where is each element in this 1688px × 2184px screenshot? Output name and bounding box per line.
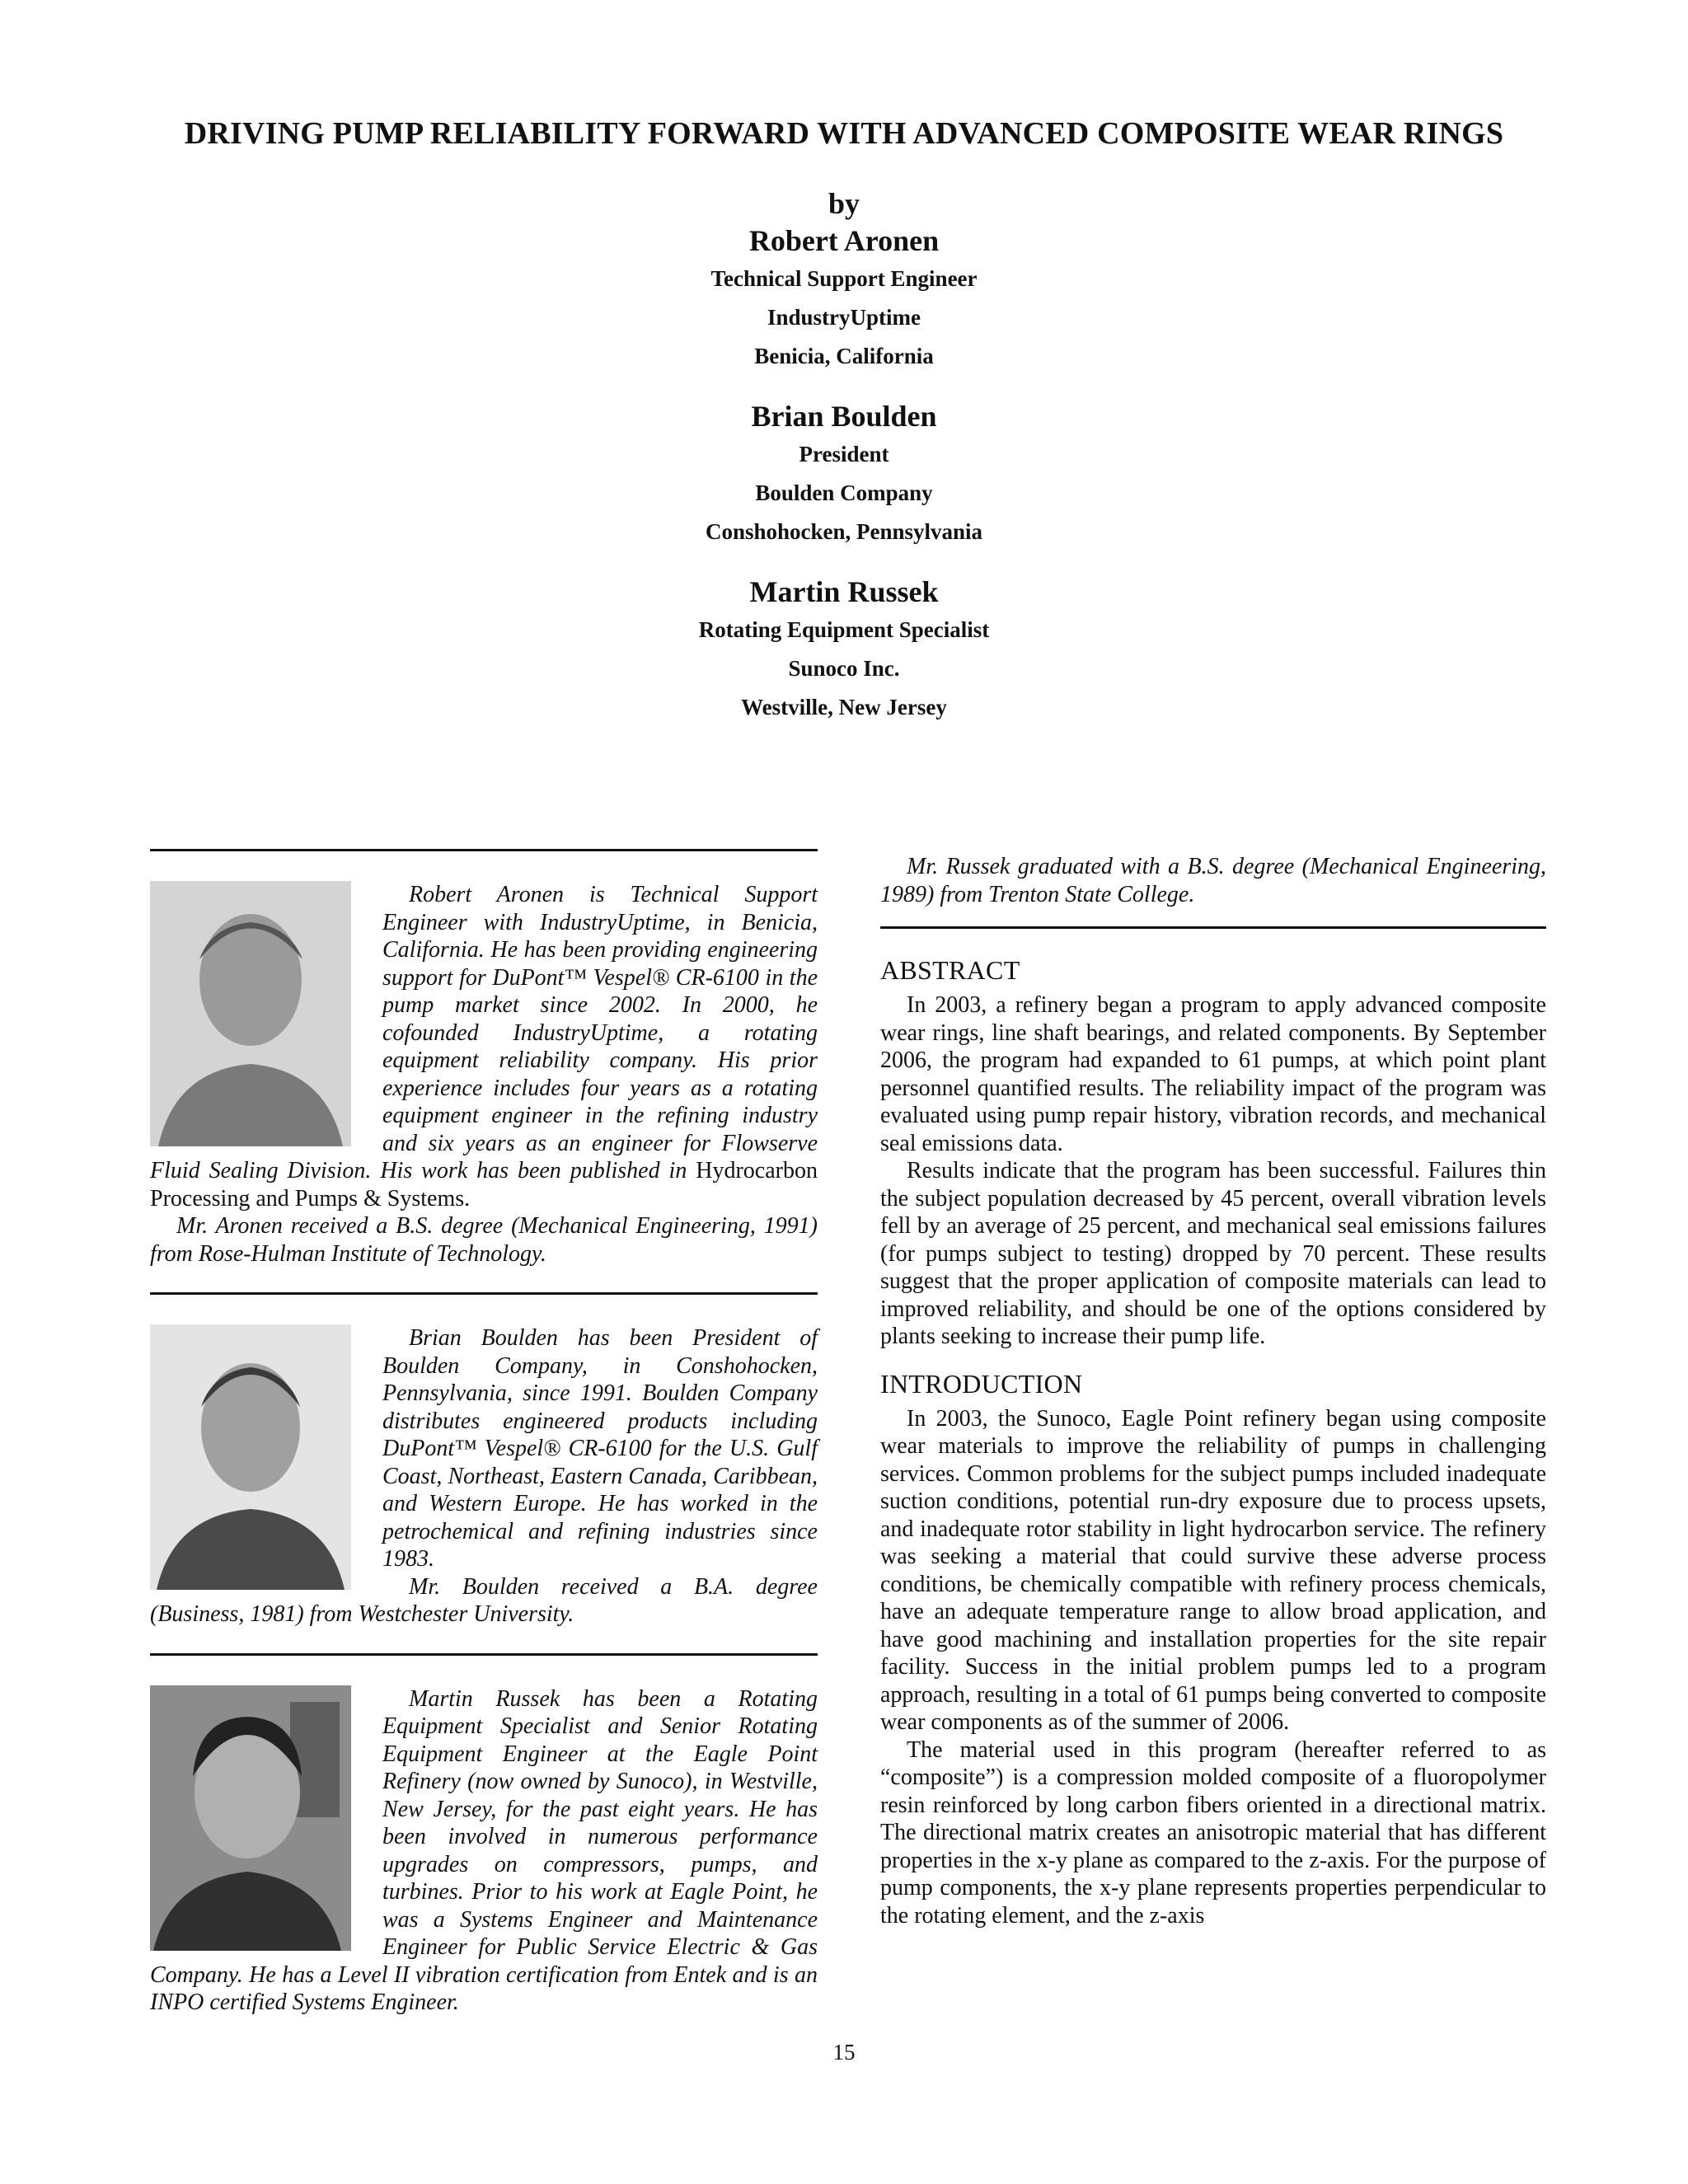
bio-text	[150, 881, 818, 1268]
bio-publications: Hydrocarbon Processing and Pumps & Systems.	[150, 1158, 818, 1212]
portrait-icon	[150, 881, 351, 1146]
author-block	[0, 573, 1688, 727]
author-block	[0, 222, 1688, 376]
author-photo	[150, 1685, 351, 1951]
author-title: Technical Support Engineer	[710, 266, 978, 291]
bio-continuation	[880, 853, 1546, 908]
bio-paragraph: Mr. Boulden received a B.A. degree (Business, 1981) from Westchester University.	[150, 1573, 818, 1627]
biographies-column	[150, 849, 818, 2017]
author-company: Boulden Company	[755, 480, 933, 505]
abstract-paragraph: Results indicate that the program has been successful. Failures thin the subject population decreased by 45 percent, overall vibration levels fell by an average of 25 percent, and mechanical seal emissions failures (for pumps subject to testing) dropped by 70 percent. These results suggest that the proper application of composite materials can lead to improved reliability, and should be one of the options considered by plants seeking to increase their pump life.	[880, 1158, 1546, 1349]
byline: by	[828, 187, 860, 220]
bio-text	[150, 1324, 818, 1629]
paper-title: DRIVING PUMP RELIABILITY FORWARD WITH ADVANCED COMPOSITE WEAR RINGS	[184, 116, 1504, 151]
author-title: President	[799, 442, 889, 466]
author-name: Martin Russek	[749, 575, 939, 608]
section-heading-abstract: ABSTRACT	[880, 955, 1020, 985]
author-name: Robert Aronen	[748, 224, 940, 257]
page-number: 15	[832, 2040, 856, 2064]
author-company: IndustryUptime	[767, 305, 921, 330]
author-location: Conshohocken, Pennsylvania	[705, 519, 983, 544]
bio-paragraph: Brian Boulden has been President of Boulden Company, in Conshohocken, Pennsylvania, since 1991. Boulden Company distributes engineered products including DuPont™ Vespel® CR-6100 for the U.S. Gulf Coast, Northeast, Eastern Canada, Caribbean, and Western Europe. He has worked in the petrochemical and refining industries since 1983.	[382, 1325, 818, 1572]
bio-paragraph: Mr. Aronen received a B.S. degree (Mechanical Engineering, 1991) from Rose-Hulman Institute of Technology.	[150, 1213, 818, 1267]
abstract-text	[880, 991, 1546, 1351]
author-location: Benicia, California	[754, 344, 934, 368]
bio-paragraph: Martin Russek has been a Rotating Equipment Specialist and Senior Rotating Equipment Engineer at the Eagle Point Refinery (now owned by Sunoco), in Westville, New Jersey, for the past eight years. He has been involved in numerous performance upgrades on compressors, pumps, and turbines. Prior to his work at Eagle Point, he was a Systems Engineer and Maintenance Engineer for Public Service Electric & Gas Company. He has a Level II vibration certification from Entek and is an INPO certified Systems Engineer.	[150, 1685, 818, 2015]
author-company: Sunoco Inc.	[788, 656, 900, 681]
section-heading-introduction: INTRODUCTION	[880, 1368, 1083, 1399]
author-block	[0, 397, 1688, 551]
bio-paragraph: Mr. Russek graduated with a B.S. degree (Mechanical Engineering, 1989) from Trenton State College.	[880, 854, 1546, 907]
bio-paragraph: Robert Aronen is Technical Support Engineer with IndustryUptime, in Benicia, California. He has been providing engineering support for DuPont™ Vespel® CR-6100 in the pump market since 2002. In 2000, he cofounded IndustryUptime, a rotating equipment reliability company. His prior experience includes four years as a rotating equipment engineer in the refining industry and six years as an engineer for Flowserve Fluid Sealing Division. His work has been published in	[150, 882, 818, 1183]
author-title: Rotating Equipment Specialist	[698, 617, 990, 642]
introduction-paragraph: In 2003, the Sunoco, Eagle Point refinery began using composite wear materials to improve the reliability of pumps in challenging services. Common problems for the subject pumps included inadequate suction conditions, potential run-dry exposure due to process upsets, and inadequate rotor stability in light hydrocarbon service. The refinery was seeking a material that could survive these adverse process conditions, be chemically compatible with refinery process chemicals, have an adequate temperature range to allow broad application, and have good machining and installation properties for the site repair facility. Success in the initial problem pumps led to a program approach, resulting in a total of 61 pumps being converted to composite wear components as of the summer of 2006.	[880, 1405, 1546, 1735]
abstract-paragraph: In 2003, a refinery began a program to apply advanced composite wear rings, line shaft bearings, and related components. By September 2006, the program had expanded to 61 pumps, at which point plant personnel quantified results. The reliability impact of the program was evaluated using pump repair history, vibration records, and mechanical seal emissions data.	[880, 992, 1546, 1156]
right-column	[880, 853, 1546, 1929]
author-list	[0, 185, 1688, 748]
bio-russek	[150, 1653, 818, 2017]
bio-boulden	[150, 1292, 818, 1629]
author-photo	[150, 881, 351, 1146]
introduction-paragraph: The material used in this program (hereafter referred to as “composite”) is a compression molded composite of a fluoropolymer resin reinforced by long carbon fibers oriented in a directional matrix. The directional matrix creates an anisotropic material that has different properties in the x-y plane as compared to the z-axis. For the purpose of pump components, the x-y plane represents properties perpendicular to the rotating element, and the z-axis	[880, 1736, 1546, 1929]
portrait-icon	[150, 1685, 351, 1951]
author-name: Brian Boulden	[751, 400, 937, 433]
bio-aronen	[150, 849, 818, 1268]
bio-text	[150, 1685, 818, 2017]
introduction-text	[880, 1405, 1546, 1930]
portrait-icon	[150, 1324, 351, 1590]
author-photo	[150, 1324, 351, 1590]
author-location: Westville, New Jersey	[741, 695, 947, 719]
